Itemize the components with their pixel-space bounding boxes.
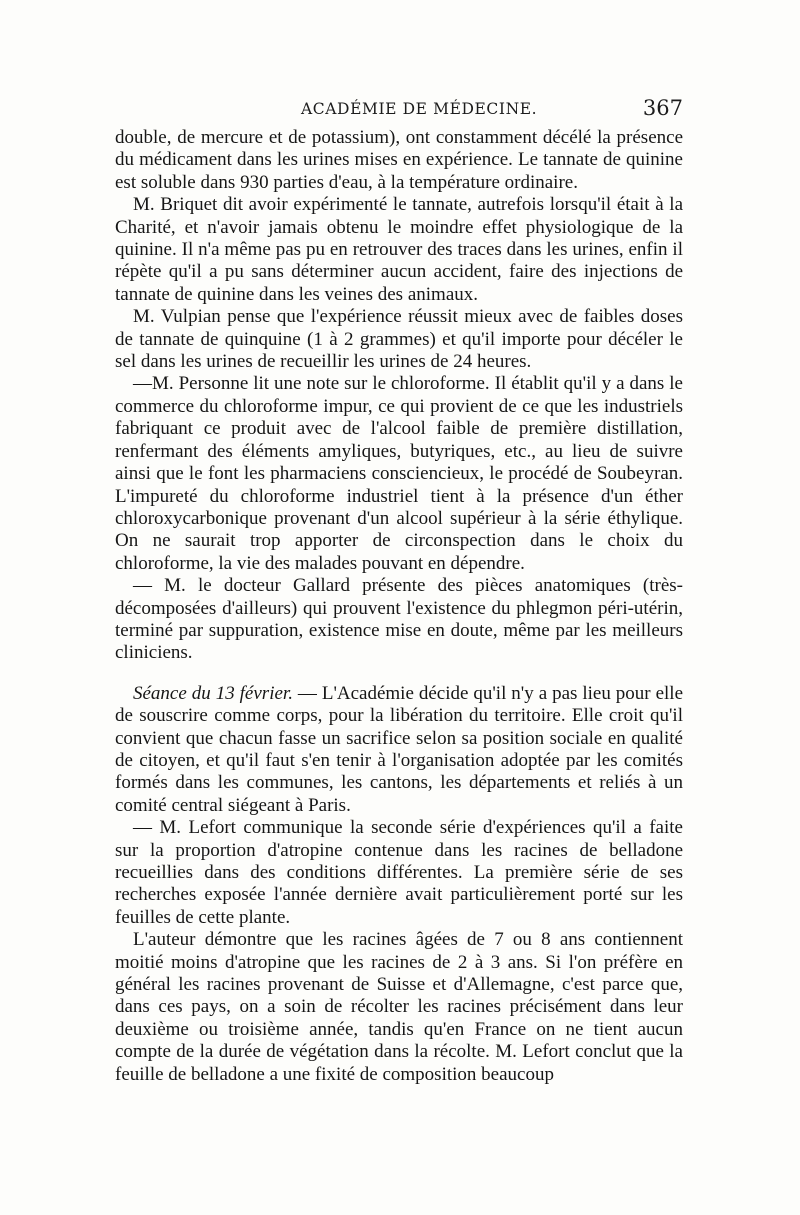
session-date: Séance du 13 février. <box>133 682 293 704</box>
paragraph-lefort: — M. Lefort communique la seconde série d'expériences qu'il a faite sur la proportion d'atropine contenue dans les racines de belladone recueillies dans des conditions différentes. La première série de ses recherches exposée l'année dernière avait particulièrement porté sur les feuilles de cette plante. <box>115 817 683 928</box>
paragraph-briquet: M. Briquet dit avoir expérimenté le tannate, autrefois lorsqu'il était à la Charité, et n'avoir jamais obtenu le moindre effet physiologique de la quinine. Il n'a même pas pu en retrouver des traces dans les urines, enfin il répète qu'il a pu sans déterminer aucun accident, faire des injections de tannate de quinine dans les veines des animaux. <box>115 194 683 305</box>
session-text: — L'Académie décide qu'il n'y a pas lieu pour elle de souscrire comme corps, pour la libération du territoire. Elle croit qu'il convient que chacun fasse un sacrifice selon sa position sociale en qualité de citoyen, et qu'il faut s'en tenir à l'organisation adoptée par les comités formés dans les communes, les cantons, les départements et reliés à un comité central siégeant à Paris. <box>115 682 683 816</box>
paragraph-continuation: double, de mercure et de potassium), ont constamment décélé la présence du médicament dans les urines mises en expérience. Le tannate de quinine est soluble dans 930 parties d'eau, à la température ordinaire. <box>115 127 683 193</box>
page-number: 367 <box>642 96 683 120</box>
paragraph-author: L'auteur démontre que les racines âgées de 7 ou 8 ans contiennent moitié moins d'atropine que les racines de 2 à 3 ans. Si l'on préfère en général les racines provenant de Suisse et d'Allemagne, c'est parce que, dans ces pays, on a soin de récolter les racines précisément dans leur deuxième ou troisième année, tandis qu'en France on ne tient aucun compte de la durée de végétation dans la récolte. M. Lefort conclut que la feuille de belladone a une fixité de composition beaucoup <box>115 929 683 1085</box>
body-text <box>115 127 683 1086</box>
paragraph-gallard: — M. le docteur Gallard présente des pièces anatomiques (très-décomposées d'ailleurs) qui prouvent l'existence du phlegmon péri-utérin, terminé par suppuration, existence mise en doute, même par les meilleurs cliniciens. <box>115 575 683 664</box>
paragraph-vulpian: M. Vulpian pense que l'expérience réussit mieux avec de faibles doses de tannate de quinquine (1 à 2 grammes) et qu'il importe pour décéler le sel dans les urines de recueillir les urines de 24 heures. <box>115 306 683 373</box>
page-header <box>115 96 683 126</box>
running-title: ACADÉMIE DE MÉDECINE. <box>301 100 538 118</box>
paragraph-personne: —M. Personne lit une note sur le chloroforme. Il établit qu'il y a dans le commerce du chloroforme impur, ce qui provient de ce que les industriels fabriquant ce produit avec de l'alcool faible de première distillation, renfermant des éléments amyliques, butyriques, etc., au lieu de suivre ainsi que le font les pharmaciens consciencieux, le procédé de Soubeyran. L'impureté du chloroforme industriel tient à la présence d'un éther chloroxycarbonique provenant d'un alcool supérieur à la série éthylique. On ne saurait trop apporter de circonspection dans le choix du chloroforme, la vie des malades pouvant en dépendre. <box>115 373 683 574</box>
paragraph-session <box>115 683 683 817</box>
